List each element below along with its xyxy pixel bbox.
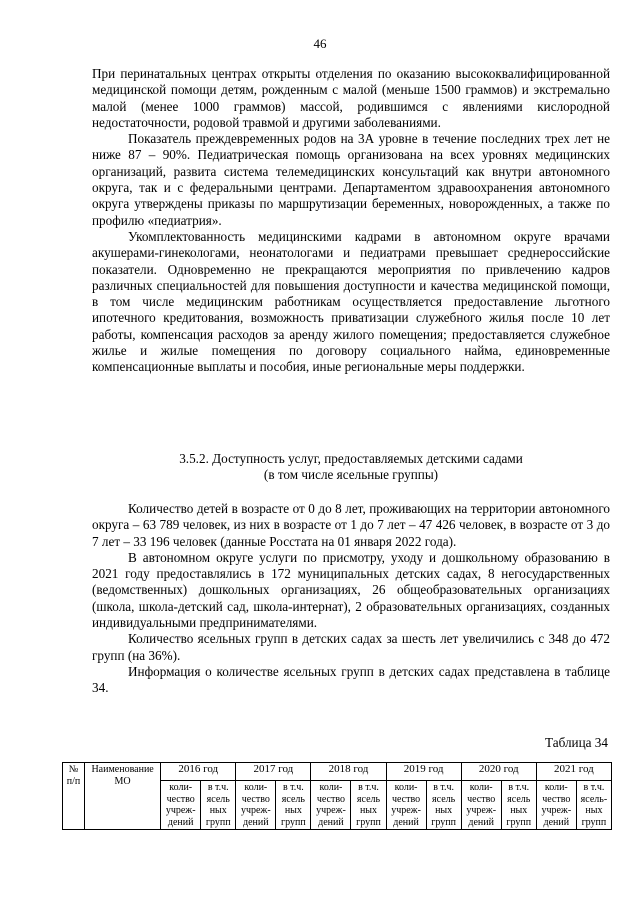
header-nursery-groups: в т.ч. ясель ных групп xyxy=(276,781,311,830)
kindergarten-groups-table xyxy=(62,762,612,830)
body-text-block-1 xyxy=(92,66,610,376)
header-year: 2018 год xyxy=(311,763,386,781)
paragraph: Количество детей в возрасте от 0 до 8 лет, проживающих на территории автономного округа – 63 789 человек, из них в возрасте от 1 до 7 лет – 47 426 человек, в возрасте от 3 до 7 лет – 33 196 человек (данные Росстата на 01 января 2022 года). xyxy=(92,501,610,549)
paragraph: В автономном округе услуги по присмотру, уходу и дошкольному образованию в 2021 году предоставлялись в 172 муниципальных детских садах, 8 негосударственных (ведомственных) дошкольных организациях, 26 общеобразовательных организациях (школа, школа-детский сад, школа-интернат), 2 образовательных организациях, созданных индивидуальными предпринимателями. xyxy=(92,549,610,631)
paragraph: Показатель преждевременных родов на 3А уровне в течение последних трех лет не ниже 87 – 90%. Педиатрическая помощь организована на всех уровнях медицинских организаций, развита система телемедицинских консультаций как внутри автономного округа, так и с федеральными центрами. Департаментом здравоохранения автономного округа утверждены приказы по маршрутизации беременных, новорожденных, а также по профилю «педиатрия». xyxy=(92,131,610,228)
header-year: 2019 год xyxy=(386,763,461,781)
body-text-block-2 xyxy=(92,501,610,697)
header-year: 2016 год xyxy=(161,763,236,781)
header-institutions-count: коли-чество учреж-дений xyxy=(386,781,426,830)
paragraph: Укомплектованность медицинскими кадрами в автономном округе врачами акушерами-гинекологами, неонатологами и педиатрами превышает среднероссийские показатели. Одновременно не прекращаются мероприятия по привлечению кадров различных специальностей для повышения доступности и качества медицинской помощи, в том числе медицинским работникам осуществляется предоставление льготного ипотечного кредитования, возможность приватизации служебного жилья после 10 лет работы, компенсация расходов за аренду жилого помещения; предоставляется служебное жилье и жилые помещения по договору социального найма, единовременные компенсационные выплаты и пособия, иные региональные меры поддержки. xyxy=(92,228,610,375)
header-institutions-count: коли-чество учреж-дений xyxy=(236,781,276,830)
header-municipality: Наименование МО xyxy=(85,763,161,830)
paragraph: При перинатальных центрах открыты отделения по оказанию высококвалифицированной медицинской помощи детям, рожденным с малой (меньше 1500 граммов) и экстремально малой (менее 1000 граммов) массой, родившимся с явлениями кислородной недостаточности, родовой травмой и другими заболеваниями. xyxy=(92,66,610,130)
header-institutions-count: коли-чество учреж-дений xyxy=(311,781,351,830)
header-nursery-groups: в т.ч. ясель ных групп xyxy=(351,781,386,830)
paragraph: Количество ясельных групп в детских садах за шесть лет увеличились с 348 до 472 групп (на 36%). xyxy=(92,631,610,663)
header-nursery-groups: в т.ч. ясель-ных групп xyxy=(576,781,611,830)
header-nursery-groups: в т.ч. ясель ных групп xyxy=(201,781,236,830)
header-nursery-groups: в т.ч. ясель ных групп xyxy=(501,781,536,830)
section-heading-subtitle: (в том числе ясельные группы) xyxy=(263,467,439,483)
section-heading xyxy=(92,451,610,484)
header-institutions-count: коли-чество учреж-дений xyxy=(536,781,576,830)
paragraph: Информация о количестве ясельных групп в детских садах представлена в таблице 34. xyxy=(92,663,610,696)
table-caption: Таблица 34 xyxy=(545,735,608,750)
header-row-number: № п/п xyxy=(63,763,85,830)
header-nursery-groups: в т.ч. ясель ных групп xyxy=(426,781,461,830)
header-year: 2020 год xyxy=(461,763,536,781)
header-institutions-count: коли-чество учреж-дений xyxy=(161,781,201,830)
header-year: 2021 год xyxy=(536,763,611,781)
header-institutions-count: коли-чество учреж-дений xyxy=(461,781,501,830)
header-year: 2017 год xyxy=(236,763,311,781)
section-heading-title: 3.5.2. Доступность услуг, предоставляемых детскими садами xyxy=(179,451,523,466)
page-number: 46 xyxy=(313,36,327,51)
